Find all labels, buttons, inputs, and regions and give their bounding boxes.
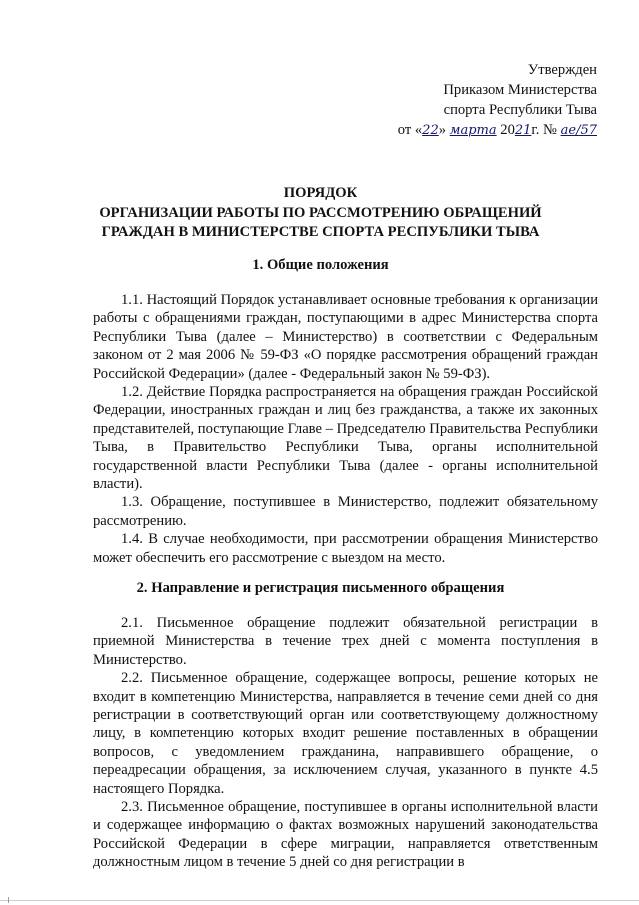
scan-edge-line — [0, 900, 639, 901]
paragraph-2-2: 2.2. Письменное обращение, содержащее вопросы, решение которых не входит в компетенцию Министерства, направляется в течение семи дней со дня регистрации в соответствующий орган или соответствующему должностному лицу, в компетенцию которых входит решение поставленных в обращении вопросов, с уведомлением гражданина, направившего обращение, о переадресации обращения, за исключением случая, указанного в пункте 4.5 настоящего Порядка. — [93, 670, 598, 797]
handwritten-month: марта — [449, 123, 497, 138]
approval-date-line — [398, 120, 597, 141]
paragraph-1-1: 1.1. Настоящий Порядок устанавливает основные требования к организации работы с обращениями граждан, поступающими в адрес Министерства спорта Республики Тыва (далее – Министерство) в соответствии с Федеральным законом от 2 мая 2006 № 59-ФЗ «О порядке рассмотрения обращений граждан Российской Федерации» (далее - Федеральный закон № 59-ФЗ). — [93, 292, 598, 382]
paragraph-1-4: 1.4. В случае необходимости, при рассмотрении обращения Министерство может обеспечить его рассмотрение с выездом на место. — [93, 531, 598, 566]
document-title — [60, 184, 581, 243]
date-prefix: от « — [397, 122, 423, 138]
approval-order-by: Приказом Министерства — [443, 82, 597, 98]
title-line-2: ОРГАНИЗАЦИИ РАБОТЫ ПО РАССМОТРЕНИЮ ОБРАЩЕНИЙ — [99, 204, 542, 221]
date-suffix: г. № — [531, 122, 557, 138]
handwritten-day: 22 — [422, 123, 439, 138]
approval-stamp-block — [398, 60, 597, 141]
section-1-body — [93, 291, 598, 567]
section-2-heading: 2. Направление и регистрация письменного обращения — [136, 580, 505, 596]
date-year-prefix: 20 — [500, 122, 515, 138]
paragraph-2-3: 2.3. Письменное обращение, поступившее в органы исполнительной власти и содержащее информацию о фактах возможных нарушений законодательства Российской Федерации в сфере миграции, направляется ответственным должностным лицом в течение 5 дней со дня регистрации в — [93, 799, 598, 871]
paragraph-2-1: 2.1. Письменное обращение подлежит обязательной регистрации в приемной Министерства в течение трех дней с момента поступления в Министерство. — [93, 615, 598, 668]
handwritten-order-number: ae/57 — [560, 123, 597, 138]
title-line-3: ГРАЖДАН В МИНИСТЕРСТВЕ СПОРТА РЕСПУБЛИКИ ТЫВА — [101, 224, 540, 241]
section-1-heading: 1. Общие положения — [252, 257, 389, 273]
scan-mark — [8, 897, 9, 903]
section-2-body — [93, 614, 598, 872]
approval-status: Утвержден — [527, 62, 597, 78]
paragraph-1-3: 1.3. Обращение, поступившее в Министерство, подлежит обязательному рассмотрению. — [93, 494, 598, 529]
handwritten-year: 21 — [514, 123, 532, 138]
title-line-1: ПОРЯДОК — [283, 185, 358, 201]
approval-ministry: спорта Республики Тыва — [443, 102, 597, 118]
paragraph-1-2: 1.2. Действие Порядка распространяется на обращения граждан Российской Федерации, иностранных граждан и лиц без гражданства, а также их законных представителей, поступающие Главе – Председателю Правительства Республики Тыва, в Правительство Республики Тыва, органы исполнительной государственной власти Республики Тыва (далее - органы исполнительной власти). — [93, 384, 598, 493]
date-separator: » — [438, 122, 447, 138]
